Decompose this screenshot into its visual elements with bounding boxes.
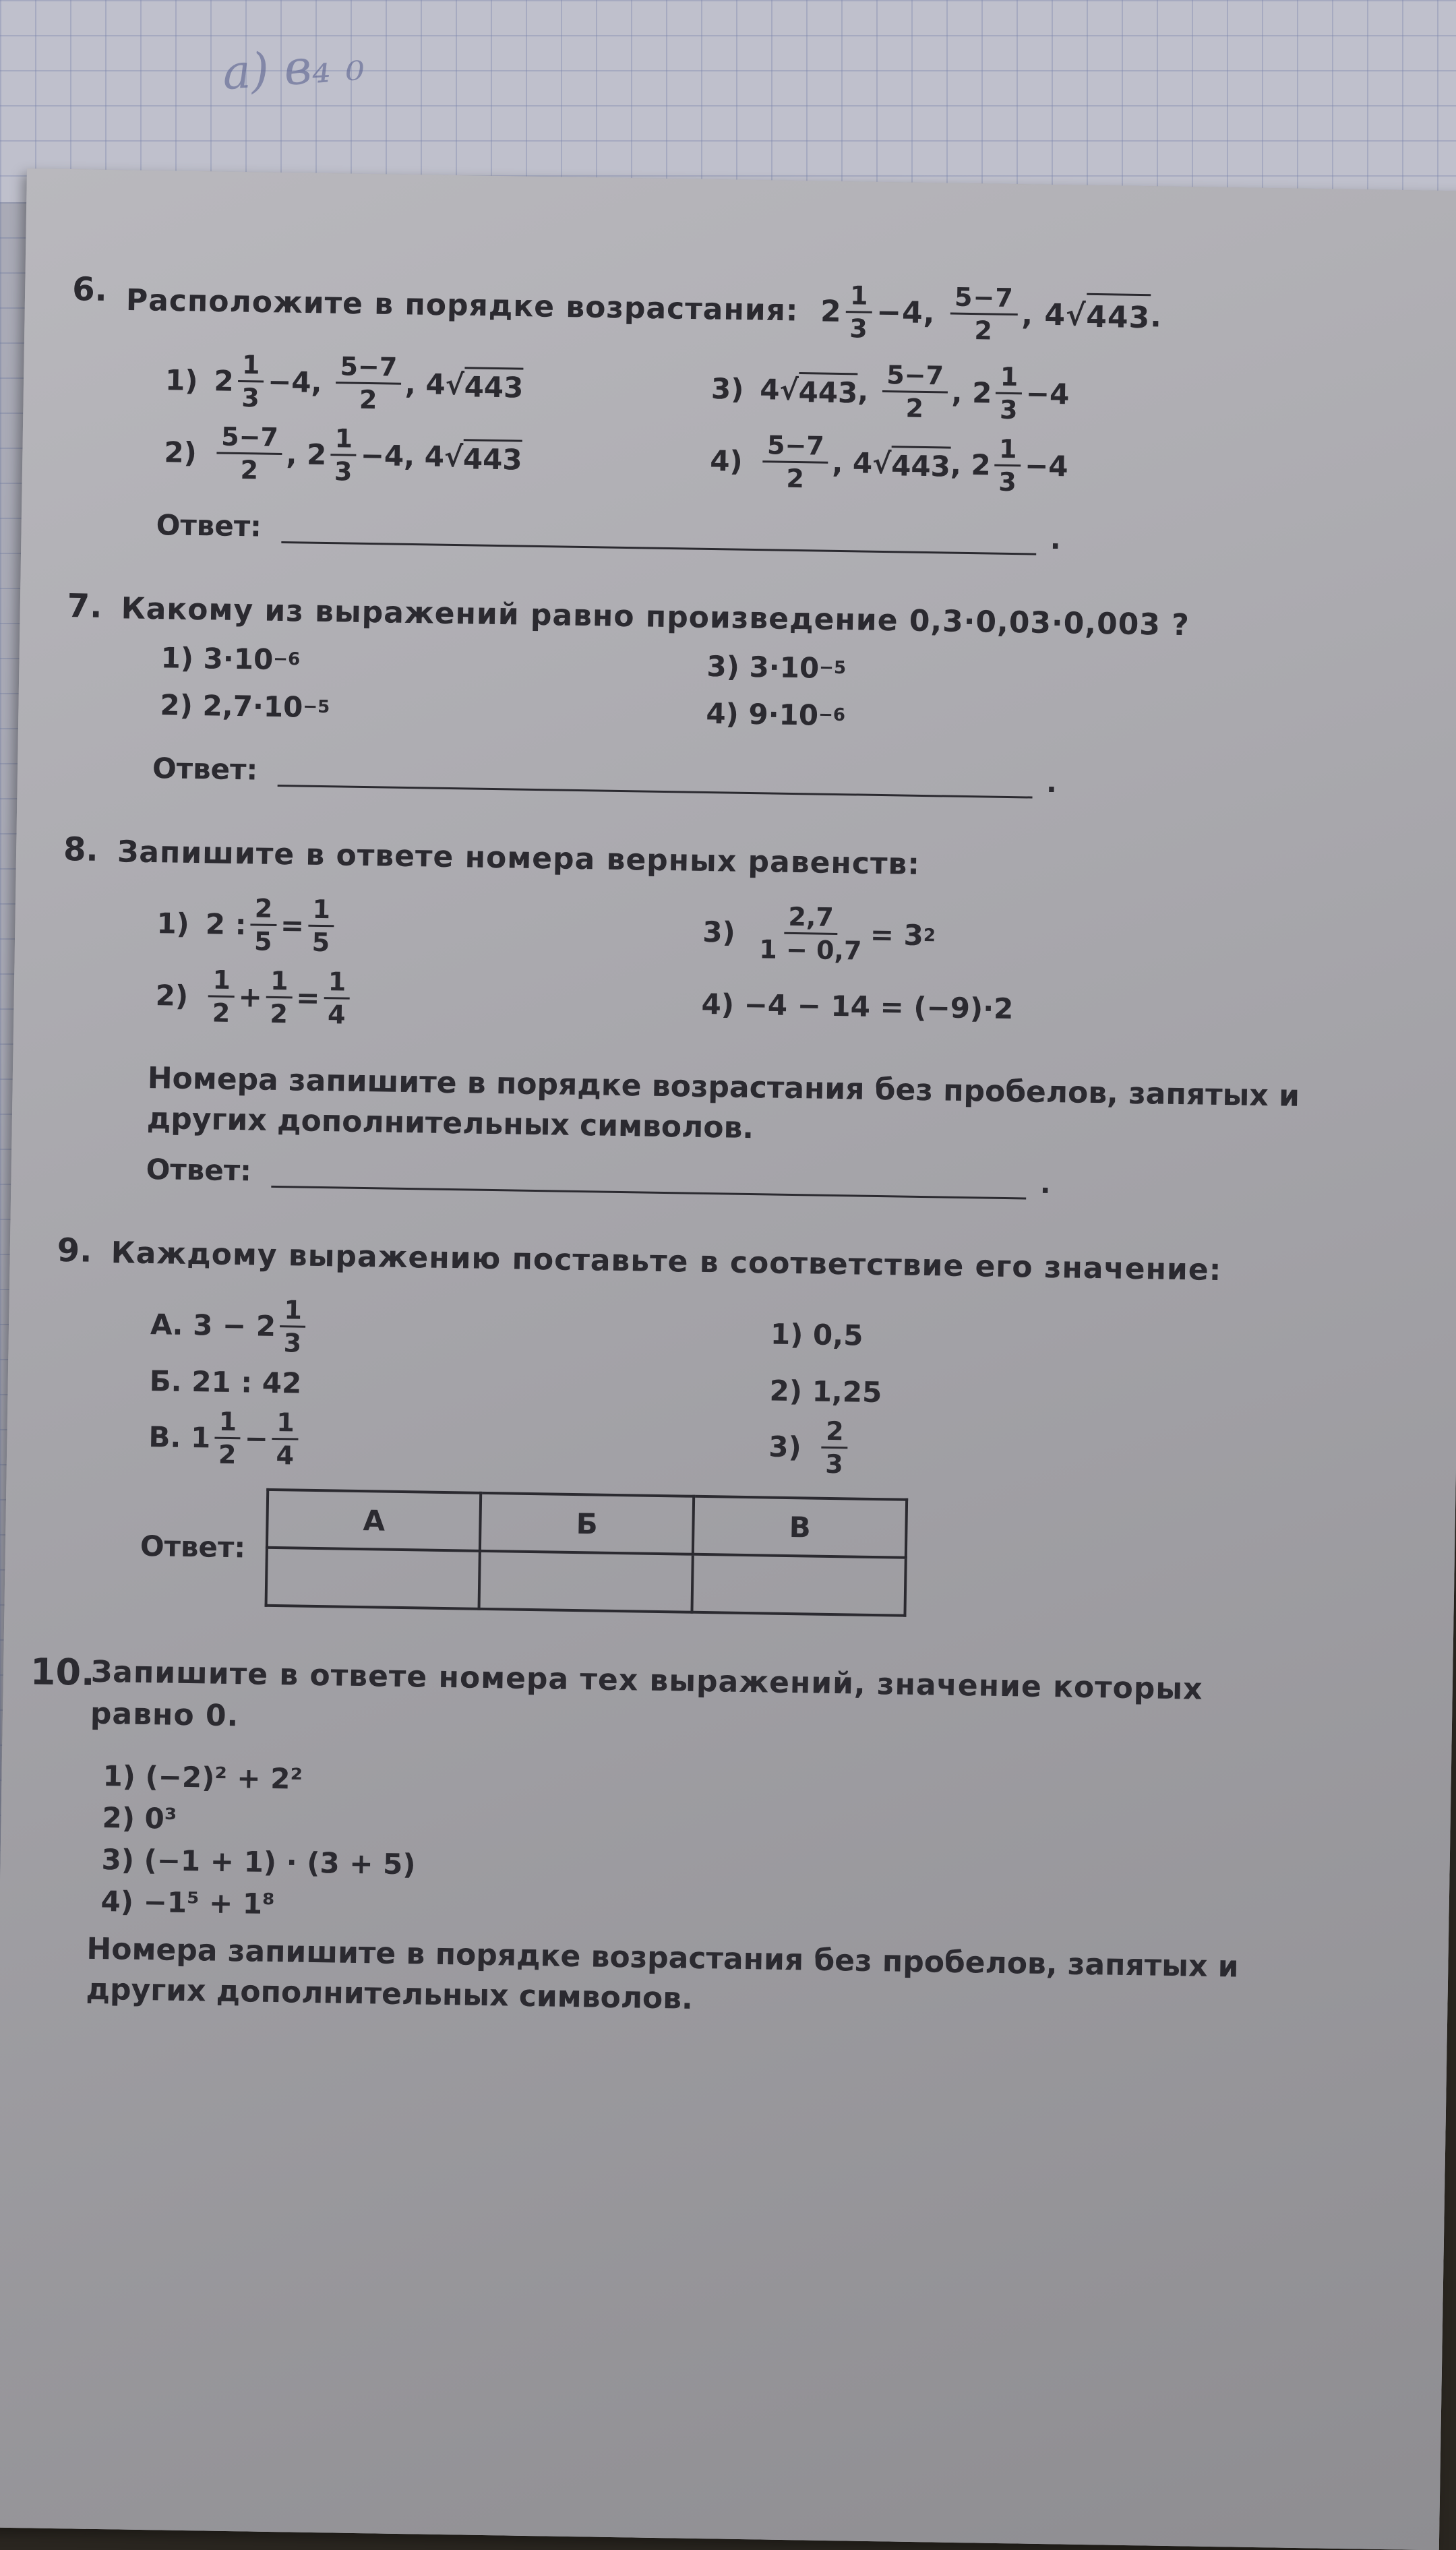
task-7 — [67, 587, 1335, 803]
option-1[interactable]: 1) 2 : $\frac{2}{5}$ = $\frac{1}{5}$ — [156, 894, 690, 961]
answer-row: Ответ: . — [146, 1152, 1052, 1201]
answer-row: Ответ: . — [156, 508, 1062, 556]
worksheet-page — [0, 169, 1456, 2550]
task-hint: Номера запишите в порядке возрастания без пробелов, запятых и других дополнительных символов. — [146, 1060, 1300, 1146]
answer-cell-a[interactable] — [266, 1548, 480, 1609]
value-1: 1) 0,5 — [770, 1317, 863, 1352]
task-options — [148, 1295, 1324, 1484]
option-4[interactable]: 4) 9·10 −6 — [706, 696, 846, 732]
option-3[interactable]: 3) $\frac{2,7}{1 - 0,7}$ = 3 2 — [702, 901, 936, 966]
table-header-b: Б — [480, 1493, 694, 1554]
task-9 — [57, 1231, 1325, 1623]
option-4[interactable]: 4) $\frac{5-7}{2}$ , 4 √ 443 , 2 $\frac{1}{3}$ −4 — [709, 430, 1068, 497]
worksheet-content — [30, 270, 1339, 2076]
option-1[interactable]: 1) 2 $\frac{1}{3}$ −4, $\frac{5-7}{2}$ , 4 √ 443 — [164, 350, 524, 415]
answer-row: Ответ: . — [152, 752, 1058, 799]
table-header-a: А — [267, 1490, 481, 1551]
expression-v: В. 1 $\frac{1}{2}$ − $\frac{1}{4}$ — [148, 1407, 756, 1476]
list-item: 2) 0³ — [102, 1801, 177, 1835]
option-2[interactable]: 2) $\frac{5-7}{2}$ , 2 $\frac{1}{3}$ −4, 4 √ 443 — [164, 421, 523, 487]
answer-cell-v[interactable] — [692, 1554, 906, 1616]
list-item: 1) (−2)² + 2² — [102, 1759, 303, 1796]
option-3[interactable]: 3) 4 √ 443 , $\frac{5-7}{2}$ , 2 $\frac{1}{3}$ −4 — [710, 360, 1070, 425]
task-question — [125, 271, 1339, 348]
option-3[interactable]: 3) 3·10 −5 — [706, 649, 847, 685]
task-options — [155, 894, 1330, 1043]
task-hint: Номера запишите в порядке возрастания без пробелов, запятых и других дополнительных символов. — [86, 1931, 1239, 2016]
handwritten-note: а) в₄ ₀ — [220, 35, 367, 101]
task-number: 6. — [71, 270, 108, 309]
option-4[interactable]: 4) −4 − 14 = (−9)·2 — [701, 987, 1014, 1026]
answer-label: Ответ: — [140, 1529, 246, 1564]
answer-label: Ответ: — [152, 752, 258, 787]
answer-label: Ответ: — [156, 508, 262, 543]
task-options — [160, 637, 1334, 743]
task-number: 7. — [67, 587, 102, 626]
expression-a: А. 3 − 2 $\frac{1}{3}$ — [150, 1295, 757, 1363]
task-number: 9. — [57, 1231, 92, 1270]
question-text: Расположите в порядке возрастания: — [125, 282, 799, 328]
task-options — [164, 351, 1339, 499]
task-question: Какому из выражений равно произведение 0,3·0,03·0,003 ? — [121, 591, 1190, 643]
answer-field[interactable] — [282, 535, 1037, 555]
task-question: Запишите в ответе номера тех выражений, значение которых равно 0. — [90, 1654, 1203, 1734]
option-1[interactable]: 1) 3·10 −6 — [160, 640, 301, 676]
expression-list — [100, 1755, 1316, 1941]
list-item: 4) −1⁵ + 1⁸ — [100, 1885, 275, 1921]
task-6 — [71, 270, 1339, 559]
task-question: Запишите в ответе номера верных равенств: — [117, 834, 921, 882]
question-expressions: 2 $\frac{1}{3}$ −4, $\frac{5-7}{2}$ , 4 √ 443 . — [809, 280, 1163, 346]
answer-field[interactable] — [278, 778, 1033, 799]
task-10 — [30, 1650, 1318, 2029]
answer-cell-b[interactable] — [479, 1551, 693, 1612]
task-number: 10. — [30, 1650, 96, 1694]
answer-table — [265, 1488, 909, 1617]
expression-b: Б. 21 : 42 — [149, 1364, 302, 1400]
list-item: 3) (−1 + 1) · (3 + 5) — [101, 1843, 416, 1881]
answer-label: Ответ: — [146, 1152, 252, 1188]
option-2[interactable]: 2) $\frac{1}{2}$ + $\frac{1}{2}$ = $\frac{1}{4}$ — [155, 966, 688, 1033]
answer-field[interactable] — [272, 1179, 1027, 1200]
task-question: Каждому выражению поставьте в соответствие его значение: — [111, 1236, 1222, 1288]
task-number: 8. — [63, 830, 99, 869]
answer-row — [140, 1486, 1321, 1623]
table-header-v: В — [693, 1496, 907, 1558]
value-3: 3) $\frac{2}{3}$ — [768, 1418, 1241, 1484]
option-2[interactable]: 2) 2,7·10 −5 — [160, 688, 330, 724]
task-8 — [63, 830, 1331, 1204]
value-2: 2) 1,25 — [769, 1374, 882, 1409]
